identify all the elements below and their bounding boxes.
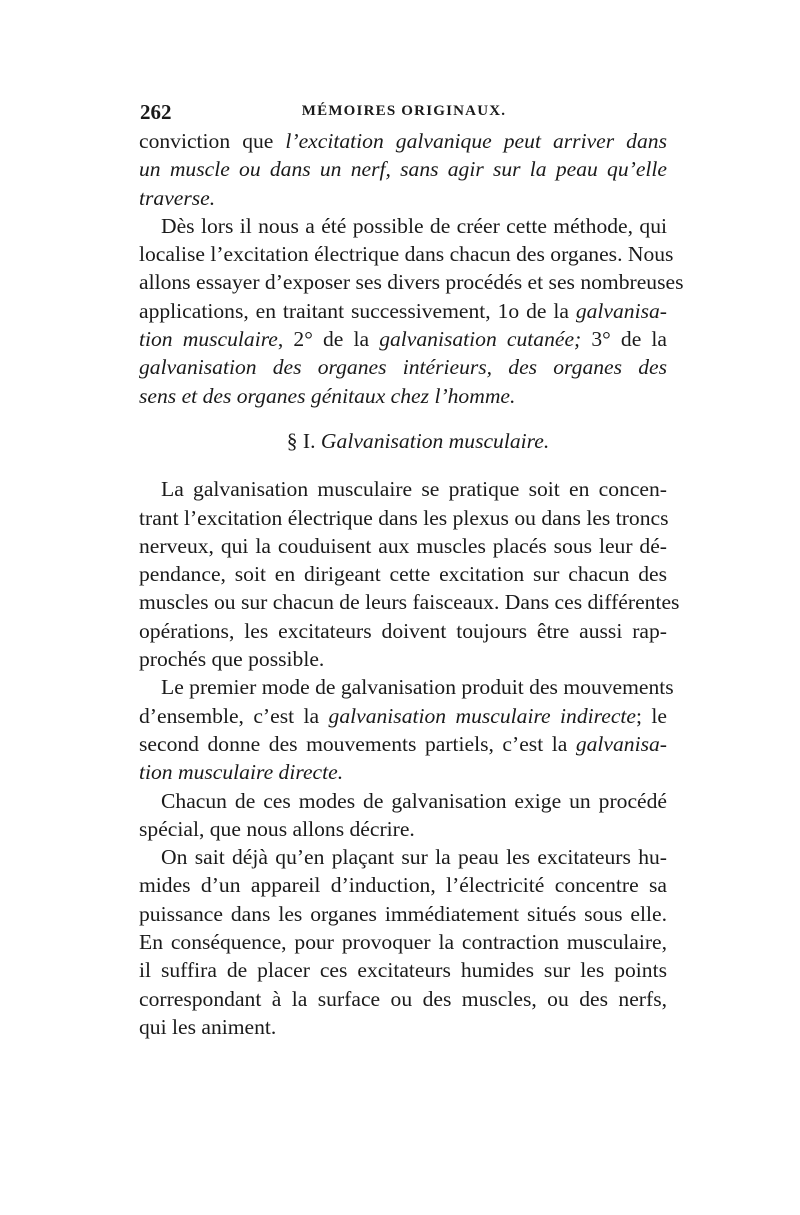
text-line: muscles ou sur chacun de leurs faisceaux. Dans ces différentes [139, 590, 680, 615]
paragraph-1 [139, 127, 667, 212]
text-line: En conséquence, pour provoquer la contraction musculaire, [139, 930, 667, 955]
text-line: prochés que possible. [139, 647, 325, 672]
running-title: MÉMOIRES ORIGINAUX. [301, 103, 507, 119]
text-line: qui les animent. [139, 1014, 277, 1039]
section-heading: § I. Galvanisation musculaire. [286, 428, 550, 453]
text-line: nerveux, qui la couduisent aux muscles placés sous leur dé- [139, 533, 667, 558]
paragraph-2 [139, 212, 684, 410]
text-line: opérations, les excitateurs doivent toujours être aussi rap- [139, 618, 667, 643]
text-line: second donne des mouvements partiels, c’est la galvanisa- [139, 731, 667, 756]
text-line: Le premier mode de galvanisation produit des mouvements [161, 675, 674, 700]
paragraph-3 [139, 475, 680, 673]
text-line: galvanisation des organes intérieurs, des organes des [139, 355, 667, 380]
page-body [139, 127, 684, 1041]
text-line: correspondant à la surface ou des muscles, ou des nerfs, [139, 986, 667, 1011]
paragraph-4 [139, 673, 674, 786]
text-line: tion musculaire directe. [139, 760, 344, 785]
text-line: allons essayer d’exposer ses divers procédés et ses nombreuses [139, 270, 684, 295]
text-line: il suffira de placer ces excitateurs humides sur les points [139, 958, 667, 983]
text-line: spécial, que nous allons décrire. [139, 816, 415, 841]
text-line: pendance, soit en dirigeant cette excitation sur chacun des [139, 562, 667, 587]
text-line: localise l’excitation électrique dans chacun des organes. Nous [139, 242, 674, 267]
text-line: Chacun de ces modes de galvanisation exige un procédé [161, 788, 667, 813]
text-line: Dès lors il nous a été possible de créer cette méthode, qui [161, 213, 667, 238]
text-line: mides d’un appareil d’induction, l’électricité concentre sa [139, 873, 667, 898]
text-line: On sait déjà qu’en plaçant sur la peau les excitateurs hu- [161, 845, 667, 870]
text-line: conviction que l’excitation galvanique peut arriver dans [139, 129, 667, 153]
text-line: La galvanisation musculaire se pratique soit en concen- [161, 477, 667, 502]
page-header [140, 100, 668, 126]
text-line: trant l’excitation électrique dans les plexus ou dans les troncs [139, 505, 669, 530]
text-line: puissance dans les organes immédiatement situés sous elle. [139, 901, 667, 926]
text-line: sens et des organes génitaux chez l’homme. [139, 383, 516, 408]
text-line: d’ensemble, c’est la galvanisation musculaire indirecte; le [139, 703, 668, 728]
text-line: traverse. [139, 185, 216, 210]
paragraph-5 [139, 787, 667, 844]
page-number: 262 [140, 100, 172, 124]
text-line: un muscle ou dans un nerf, sans agir sur la peau qu’elle [139, 157, 667, 182]
text-line: tion musculaire, 2° de la galvanisation cutanée; 3° de la [139, 327, 668, 352]
text-line: applications, en traitant successivement, 1o de la galvanisa- [139, 298, 667, 323]
paragraph-6 [139, 843, 667, 1041]
